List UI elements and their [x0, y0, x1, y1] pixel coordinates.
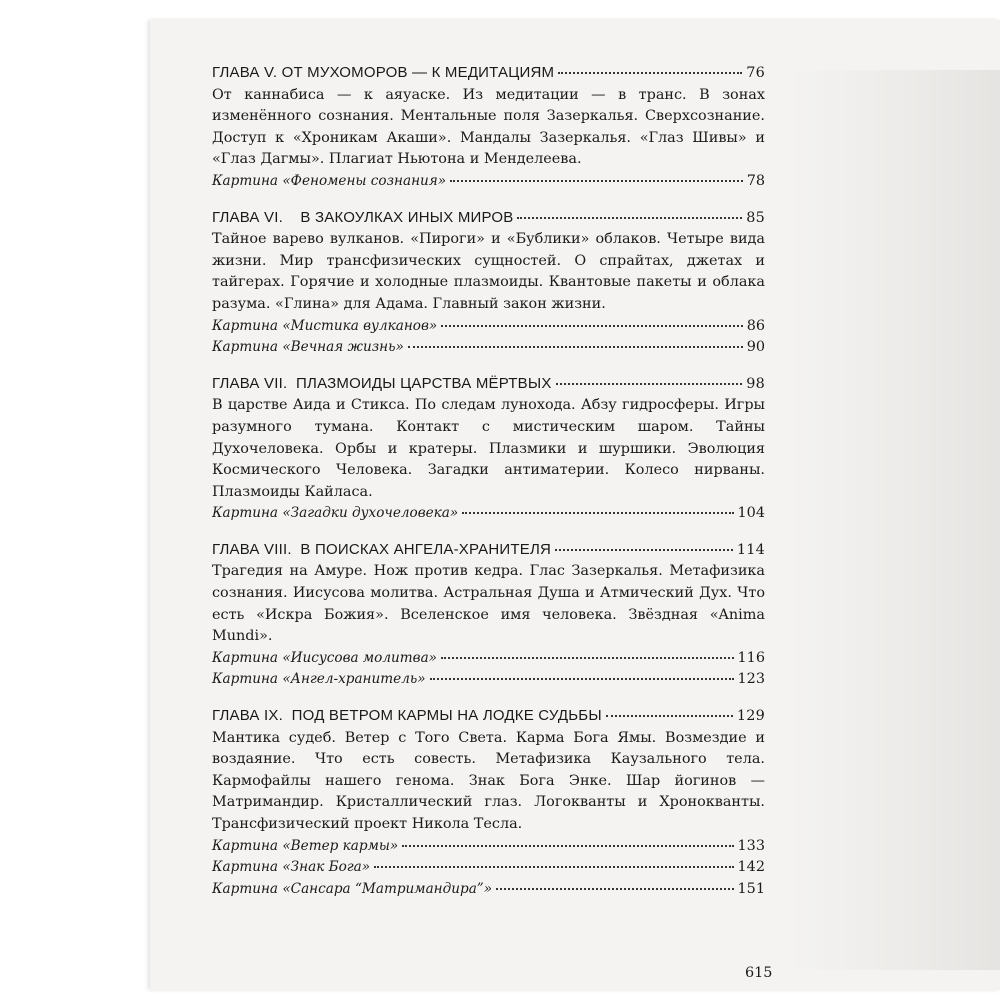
- book-page: [150, 20, 1000, 990]
- picture-entry: [212, 836, 765, 858]
- picture-entry: [212, 857, 765, 879]
- chapter-description: В царстве Аида и Стикса. По следам лунохода. Абзу гидросферы. Игры разумного тумана. Контакт с мистическим шаром. Тайны Духочеловека. Орбы и кратеры. Плазмики и шуршики. Эволюция Космического Человека. Загадки антиматерии. Колесо нирваны. Плазмоиды Кайласа.: [212, 397, 765, 500]
- dot-leader: [555, 549, 733, 551]
- chapter-description: Тайное варево вулканов. «Пироги» и «Бублики» облаков. Четыре вида жизни. Мир трансфизических сущностей. О спрайтах, джетах и тайгерах. Горячие и холодные плазмоиды. Квантовые пакеты и облака разума. «Глина» для Адама. Главный закон жизни.: [212, 231, 765, 312]
- chapter-7: [212, 373, 765, 525]
- page-number: 615: [745, 965, 773, 981]
- page-ref: 129: [736, 708, 765, 725]
- picture-entry: [212, 316, 765, 338]
- chapter-8: [212, 539, 765, 691]
- dot-leader: [374, 866, 733, 868]
- page-ref: 78: [746, 172, 765, 189]
- page-ref: 90: [746, 339, 765, 356]
- chapter-title: ГЛАВА VI. В ЗАКОУЛКАХ ИНЫХ МИРОВ: [212, 208, 514, 226]
- chapter-description: От каннабиса — к аяуаске. Из медитации — в транс. В зонах изменённого сознания. Ментальные поля Зазеркалья. Сверхсознание. Доступ к «Хроникам Акаши». Мандалы Зазеркалья. «Глаз Шивы» и «Глаз Дагмы». Плагиат Ньютона и Менделеева.: [212, 86, 765, 168]
- dot-leader: [430, 678, 734, 680]
- chapter-heading-row: [212, 62, 765, 85]
- chapter-title: ГЛАВА VII. ПЛАЗМОИДЫ ЦАРСТВА МЁРТВЫХ: [212, 374, 552, 392]
- picture-title: Картина «Знак Бога»: [212, 859, 371, 876]
- dot-leader: [402, 845, 733, 847]
- page-ref: 142: [737, 859, 765, 876]
- dot-leader: [441, 325, 743, 327]
- picture-title: Картина «Иисусова молитва»: [212, 649, 438, 666]
- dot-leader: [408, 346, 743, 348]
- chapter-6: [212, 207, 765, 359]
- dot-leader: [517, 217, 742, 219]
- show-through-text: [790, 70, 1000, 970]
- chapter-description: Трагедия на Амуре. Нож против кедра. Глас Зазеркалья. Метафизика сознания. Иисусова молитва. Астральная Душа и Атмический Дух. Что есть «Искра Божия». Вселенское имя человека. Звёздная «Anima Mundi».: [212, 563, 765, 645]
- picture-title: Картина «Мистика вулканов»: [212, 317, 438, 334]
- chapter-heading-row: [212, 207, 765, 230]
- chapter-description: Мантика судеб. Ветер с Того Света. Карма Бога Ямы. Возмездие и воздаяние. Что есть совесть. Метафизика Каузального тела. Кармофайлы нашего генома. Знак Бога Энке. Шар йогинов — Матримандир. Кристаллический глаз. Логокванты и Хронокванты. Трансфизический проект Никола Тесла.: [212, 729, 765, 832]
- chapter-9: [212, 705, 765, 900]
- picture-title: Картина «Сансара “Матримандира”»: [212, 880, 493, 897]
- page-ref: 98: [746, 375, 765, 392]
- dot-leader: [558, 72, 742, 74]
- page-ref: 76: [746, 65, 765, 81]
- page-ref: 116: [737, 649, 765, 666]
- picture-title: Картина «Вечная жизнь»: [212, 339, 404, 356]
- page-ref: 86: [746, 317, 765, 334]
- dot-leader: [556, 383, 743, 385]
- picture-entry: [212, 503, 765, 525]
- page-ref: 123: [737, 671, 765, 688]
- page-ref: 151: [737, 880, 765, 897]
- dot-leader: [450, 180, 743, 182]
- page-ref: 133: [737, 837, 765, 854]
- chapter-heading-row: [212, 373, 765, 396]
- page-ref: 85: [746, 209, 765, 226]
- picture-entry: [212, 669, 765, 691]
- dot-leader: [441, 657, 734, 659]
- chapter-heading-row: [212, 705, 765, 728]
- chapter-5: [212, 62, 765, 193]
- page-ref: 114: [736, 541, 765, 558]
- chapter-title: ГЛАВА V. ОТ МУХОМОРОВ — К МЕДИТАЦИЯМ: [212, 64, 555, 81]
- chapter-title: ГЛАВА IX. ПОД ВЕТРОМ КАРМЫ НА ЛОДКЕ СУДЬБЫ: [212, 707, 602, 725]
- picture-entry: [212, 337, 765, 359]
- dot-leader: [462, 512, 733, 514]
- dot-leader: [606, 715, 733, 717]
- picture-title: Картина «Ангел-хранитель»: [212, 671, 426, 688]
- picture-title: Картина «Феномены сознания»: [212, 172, 447, 189]
- picture-entry: [212, 879, 765, 901]
- page-ref: 104: [737, 505, 765, 522]
- picture-entry: [212, 171, 765, 193]
- picture-title: Картина «Загадки духочеловека»: [212, 505, 459, 522]
- picture-entry: [212, 648, 765, 670]
- dot-leader: [496, 888, 733, 890]
- picture-title: Картина «Ветер кармы»: [212, 837, 399, 854]
- chapter-title: ГЛАВА VIII. В ПОИСКАХ АНГЕЛА-ХРАНИТЕЛЯ: [212, 540, 552, 558]
- chapter-heading-row: [212, 539, 765, 562]
- table-of-contents: [212, 62, 765, 914]
